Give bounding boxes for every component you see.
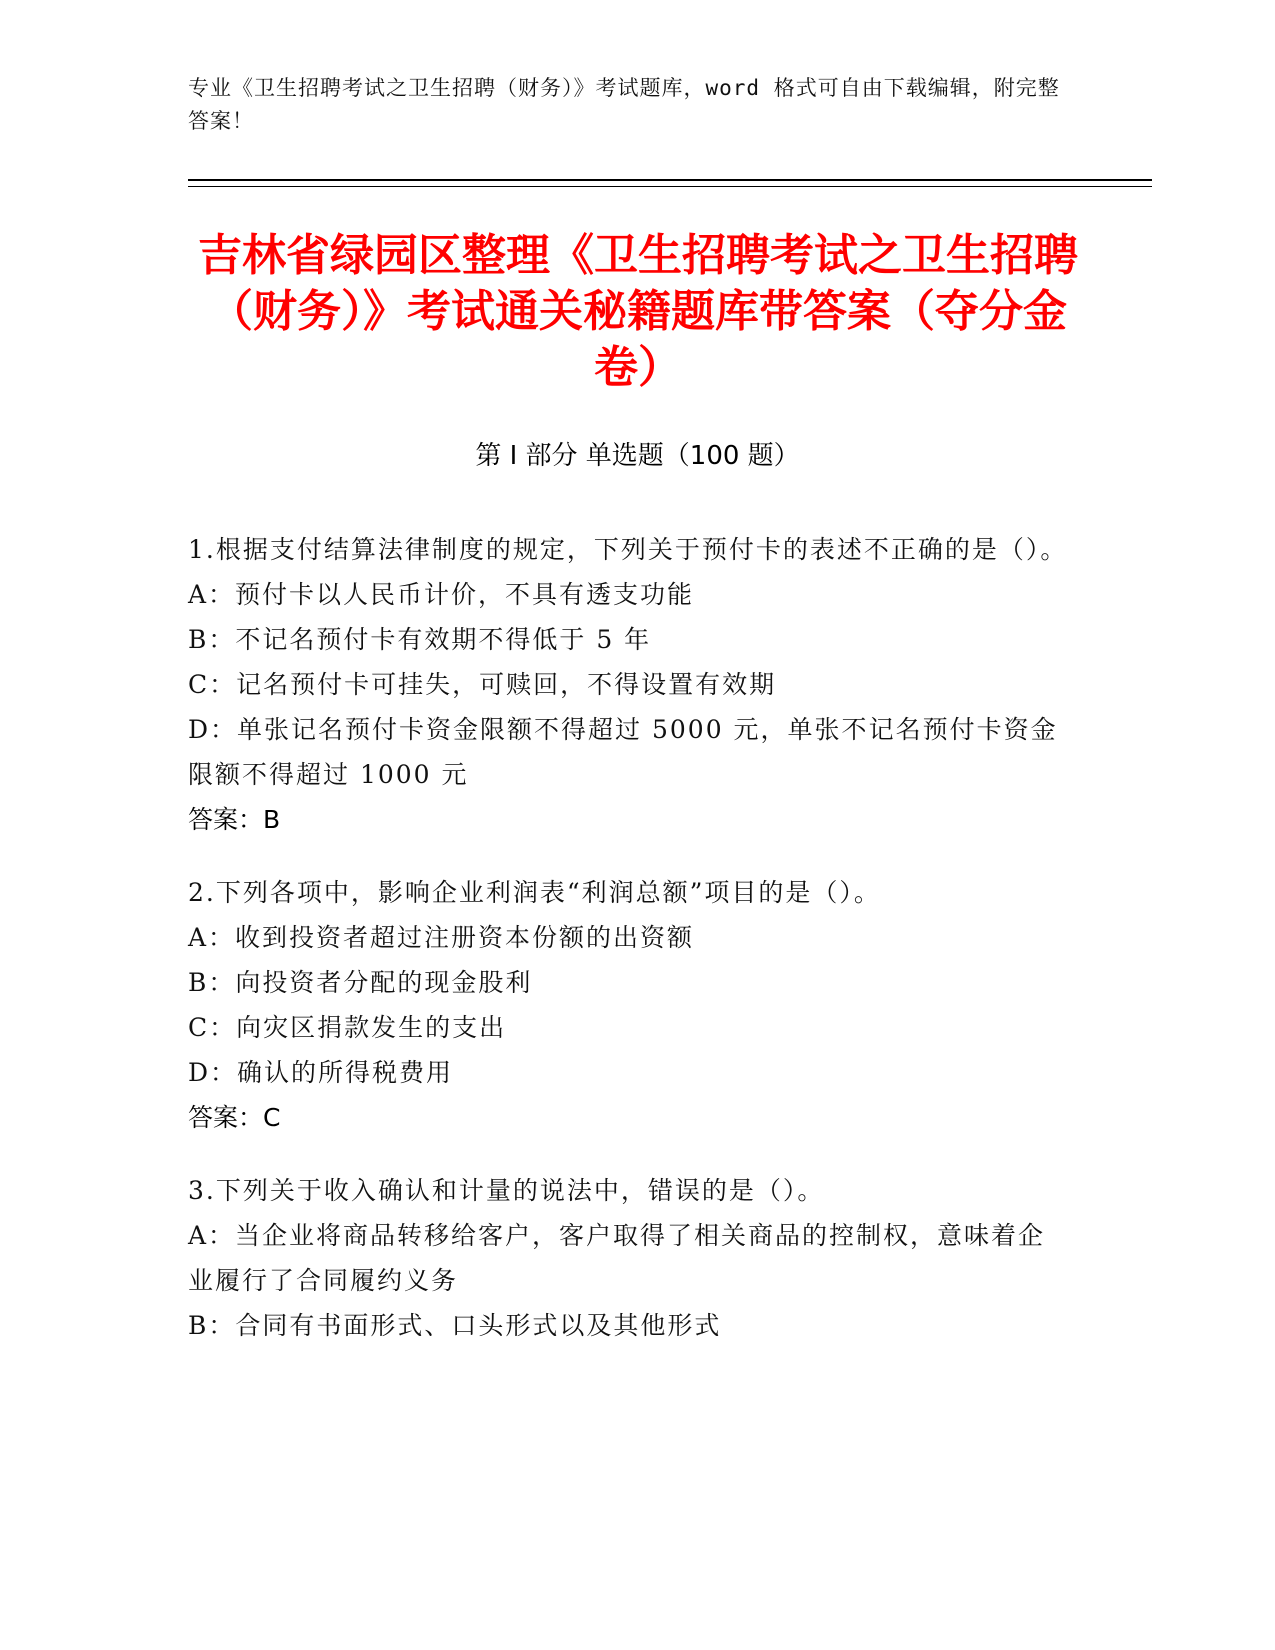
question-stem: 2.下列各项中，影响企业利润表“利润总额”项目的是（）。 — [188, 878, 881, 907]
question-stem: 1.根据支付结算法律制度的规定，下列关于预付卡的表述不正确的是（）。 — [188, 535, 1068, 564]
answer: 答案：C — [188, 1103, 281, 1132]
option-a: A：收到投资者超过注册资本份额的出资额 — [188, 923, 695, 952]
option-b: B：不记名预付卡有效期不得低于 5 年 — [188, 625, 652, 654]
answer: 答案：B — [188, 805, 281, 834]
option-a: A：预付卡以人民币计价，不具有透支功能 — [188, 580, 695, 609]
question-1 — [188, 527, 1068, 842]
option-d: D：单张记名预付卡资金限额不得超过 5000 元，单张不记名预付卡资金限额不得超过 1000 元 — [188, 715, 1058, 789]
header-rule-thin — [188, 186, 1152, 187]
document-title: 吉林省绿园区整理《卫生招聘考试之卫生招聘（财务）》考试通关秘籍题库带答案（夺分金卷） — [198, 230, 1078, 393]
question-stem: 3.下列关于收入确认和计量的说法中，错误的是（）。 — [188, 1176, 825, 1205]
option-d: D：确认的所得税费用 — [188, 1058, 454, 1087]
option-a: A：当企业将商品转移给客户，客户取得了相关商品的控制权，意味着企业履行了合同履约义务 — [188, 1221, 1046, 1295]
header-rule-thick — [188, 179, 1152, 181]
option-b: B：合同有书面形式、口头形式以及其他形式 — [188, 1311, 722, 1340]
option-c: C：向灾区捐款发生的支出 — [188, 1013, 507, 1042]
header-note: 专业《卫生招聘考试之卫生招聘（财务）》考试题库，word 格式可自由下载编辑，附完整答案！ — [188, 76, 1060, 133]
section-heading: 第 I 部分 单选题（100 题） — [475, 441, 800, 471]
question-3 — [188, 1168, 1068, 1348]
option-b: B：向投资者分配的现金股利 — [188, 968, 533, 997]
option-c: C：记名预付卡可挂失，可赎回，不得设置有效期 — [188, 670, 777, 699]
question-2 — [188, 870, 1068, 1140]
question-list — [188, 527, 1068, 1376]
